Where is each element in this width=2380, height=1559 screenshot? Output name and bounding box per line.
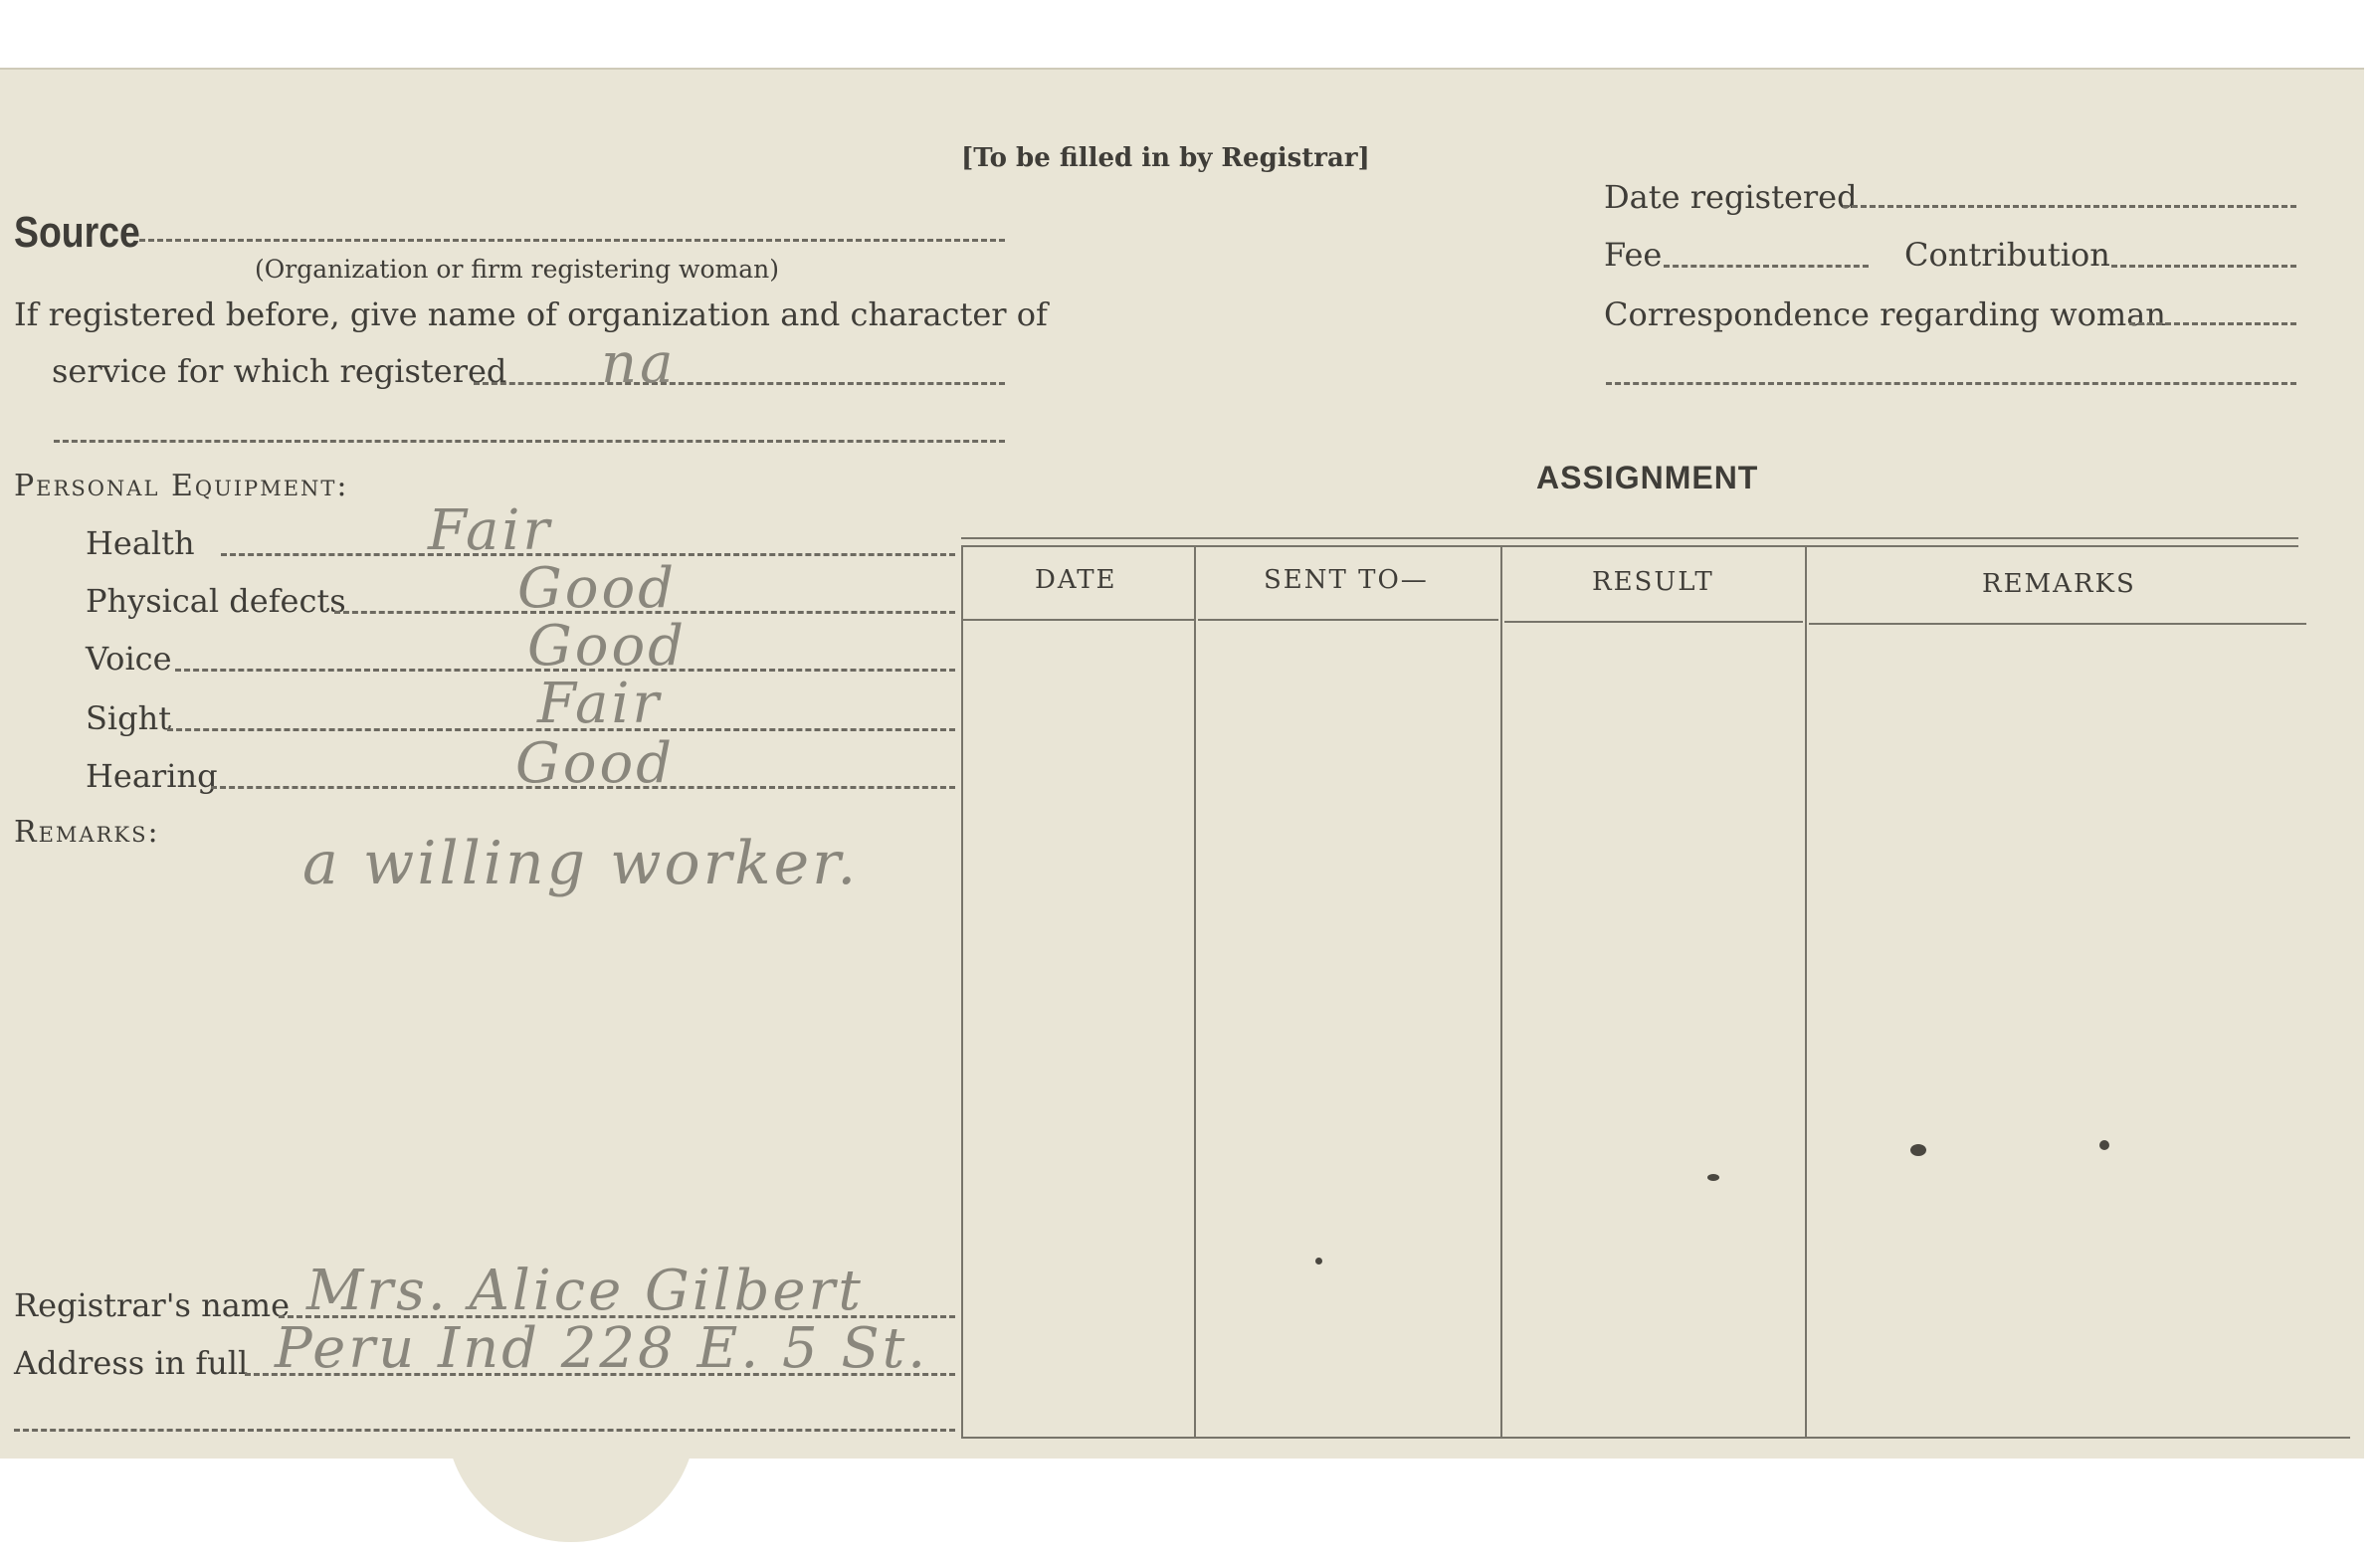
health-value: Fair: [428, 498, 553, 563]
column-header-remarks: REMARKS: [1982, 569, 2136, 599]
sight-value: Fair: [537, 672, 663, 736]
column-header-date: DATE: [1035, 565, 1117, 595]
assignment-title: ASSIGNMENT: [1536, 460, 1759, 495]
contribution-label: Contribution: [1904, 236, 2110, 274]
hearing-value: Good: [515, 731, 676, 796]
ink-speck: [1910, 1144, 1926, 1156]
address-extra-field[interactable]: [14, 1429, 955, 1432]
column-header-result: RESULT: [1592, 567, 1714, 597]
sight-label: Sight: [86, 699, 172, 737]
prior-service-extra-field[interactable]: [54, 440, 1005, 443]
contribution-field[interactable]: [2111, 265, 2296, 268]
prior-service-field[interactable]: [474, 382, 1005, 385]
card-tab: [446, 1403, 696, 1542]
voice-value: Good: [527, 614, 688, 679]
correspondence-extra-field[interactable]: [1606, 382, 2296, 385]
fee-field[interactable]: [1664, 265, 1869, 268]
correspondence-label: Correspondence regarding woman: [1604, 295, 2166, 333]
voice-label: Voice: [86, 640, 172, 678]
source-label: Source: [14, 208, 140, 257]
correspondence-field[interactable]: [2129, 322, 2296, 325]
date-registered-label: Date registered: [1604, 178, 1858, 216]
source-field[interactable]: [139, 239, 1005, 242]
prior-service-label: service for which registered: [52, 352, 507, 390]
physical-defects-value: Good: [517, 556, 678, 621]
remarks-value: a willing worker.: [302, 829, 860, 898]
remarks-heading: Remarks:: [14, 815, 160, 850]
registrar-note: [To be filled in by Registrar]: [961, 143, 1370, 173]
hearing-label: Hearing: [86, 757, 218, 795]
fee-label: Fee: [1604, 236, 1663, 274]
registrar-name-label: Registrar's name: [14, 1286, 291, 1324]
prior-registration-question: If registered before, give name of organization and character of: [14, 295, 1048, 333]
source-hint: (Organization or firm registering woman): [255, 255, 779, 284]
column-header-sent-to: SENT TO—: [1264, 565, 1429, 595]
ink-speck: [2099, 1140, 2109, 1150]
personal-equipment-heading: Personal Equipment:: [14, 469, 349, 503]
address-value: Peru Ind 228 E. 5 St.: [275, 1316, 929, 1381]
physical-defects-label: Physical defects: [86, 582, 346, 620]
address-label: Address in full: [14, 1344, 249, 1382]
health-label: Health: [86, 524, 195, 562]
ink-speck: [1707, 1174, 1719, 1181]
date-registered-field[interactable]: [1843, 205, 2296, 208]
prior-service-answer: na: [601, 331, 677, 396]
ink-speck: [1315, 1258, 1322, 1265]
registrar-name-value: Mrs. Alice Gilbert: [306, 1259, 864, 1323]
